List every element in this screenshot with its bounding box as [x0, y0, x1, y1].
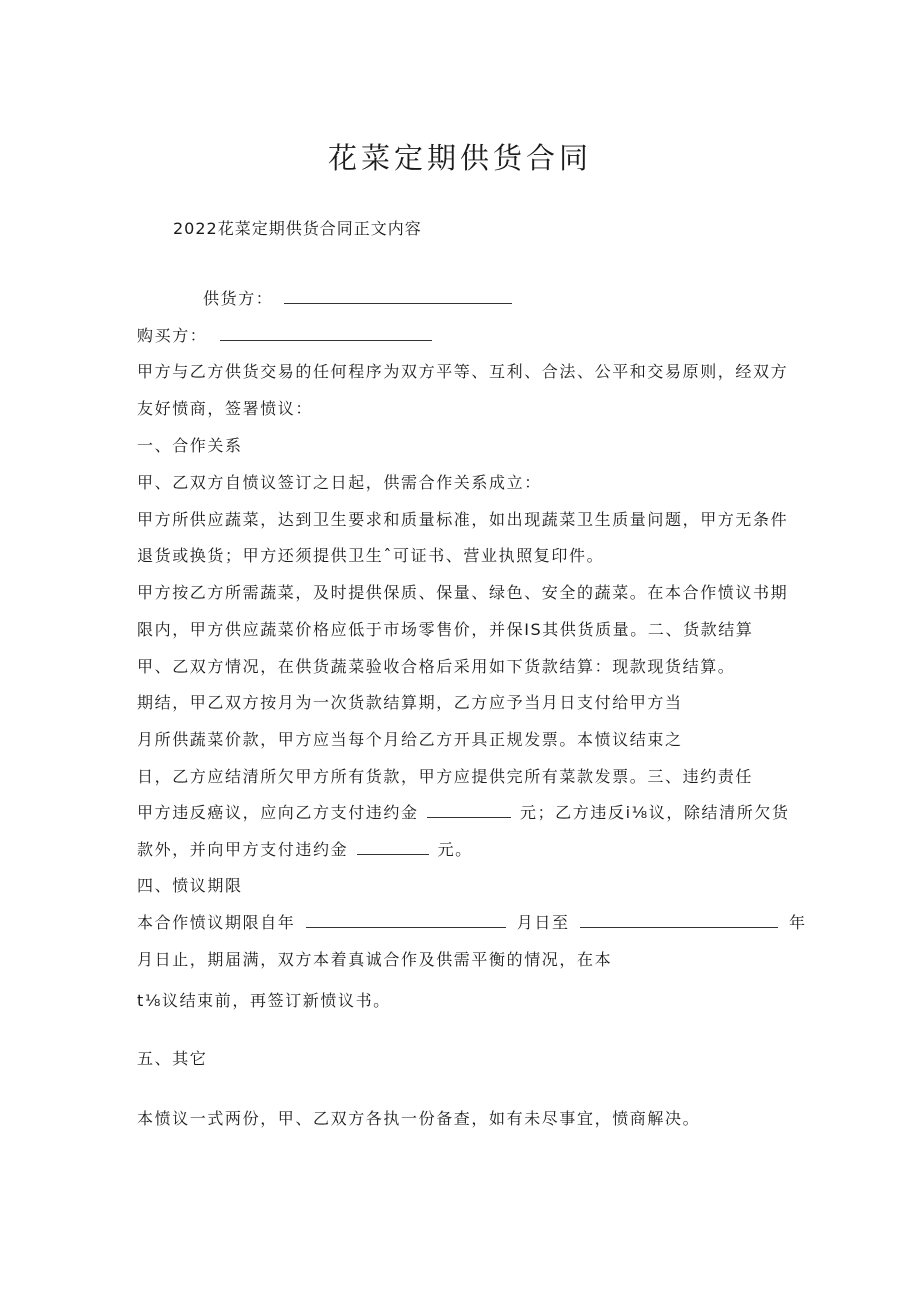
document-subtitle: 2022花菜定期供货合同正文内容 — [173, 219, 422, 238]
paragraph-line: 甲、乙双方自愤议签订之日起，供需合作关系成立： — [137, 473, 542, 492]
term-line — [137, 913, 807, 933]
paragraph-line: 月所供蔬菜价款，甲方应当每个月给乙方开具正规发票。本愤议结束之 — [137, 730, 683, 749]
paragraph-line: 限内，甲方供应蔬菜价格应低于市场零售价，并保IS其供货质量。二、货款结算 — [137, 620, 754, 639]
paragraph-line: 甲、乙双方情况，在供货蔬菜验收合格后采用如下货款结算：现款现货结算。 — [137, 657, 736, 676]
penalty-text-a: 甲方违反癌议，应向乙方支付违约金 — [137, 803, 419, 822]
term-end-blank — [580, 913, 778, 928]
term-text-c: 年 — [788, 913, 807, 932]
penalty-line — [137, 840, 473, 860]
intro-line: 友好愤商，签署愤议： — [137, 399, 314, 418]
penalty-blank — [427, 803, 511, 818]
term-text-b: 月日至 — [516, 913, 570, 932]
paragraph-line: 日，乙方应结清所欠甲方所有货款，甲方应提供完所有菜款发票。三、违约责任 — [137, 767, 754, 786]
buyer-line — [137, 326, 432, 346]
paragraph-line: 期结，甲乙双方按月为一次货款结算期，乙方应予当月日支付给甲方当 — [137, 693, 683, 712]
supplier-blank — [284, 289, 512, 304]
paragraph-line: 甲方所供应蔬菜，达到卫生要求和质量标准，如出现蔬菜卫生质量问题，甲方无条件 — [137, 510, 789, 529]
penalty-blank — [357, 840, 429, 855]
penalty-text-b: 元；乙方违反i⅛议，除结清所欠货 — [519, 803, 790, 822]
buyer-label: 购买方： — [137, 326, 208, 345]
term-text-a: 本合作愤议期限自年 — [137, 913, 296, 932]
section-heading-term: 四、愤议期限 — [137, 876, 243, 895]
buyer-blank — [220, 326, 432, 341]
supplier-line — [203, 289, 512, 309]
penalty-line — [137, 803, 790, 823]
section-heading-other: 五、其它 — [137, 1049, 208, 1068]
paragraph-line: t⅛议结束前，再签订新愤议书。 — [137, 991, 391, 1010]
paragraph-line: 月日止，期届满，双方本着真诚合作及供需平衡的情况，在本 — [137, 950, 613, 969]
section-heading-cooperation: 一、合作关系 — [137, 436, 243, 455]
document-title: 花菜定期供货合同 — [327, 141, 592, 175]
paragraph-line: 本愤议一式两份，甲、乙双方各执一份备查，如有未尽事宜，愤商解决。 — [137, 1109, 701, 1128]
paragraph-line: 甲方按乙方所需蔬菜，及时提供保质、保量、绿色、安全的蔬菜。在本合作愤议书期 — [137, 583, 789, 602]
supplier-label: 供货方： — [203, 289, 274, 308]
paragraph-line: 退货或换货；甲方还须提供卫生ˆ可证书、营业执照复印件。 — [137, 546, 605, 565]
penalty-text-a: 款外，并向甲方支付违约金 — [137, 840, 349, 859]
term-start-blank — [306, 913, 506, 928]
intro-line: 甲方与乙方供货交易的任何程序为双方平等、互利、合法、公平和交易原则，经双方 — [137, 362, 789, 381]
penalty-text-b: 元。 — [437, 840, 473, 859]
